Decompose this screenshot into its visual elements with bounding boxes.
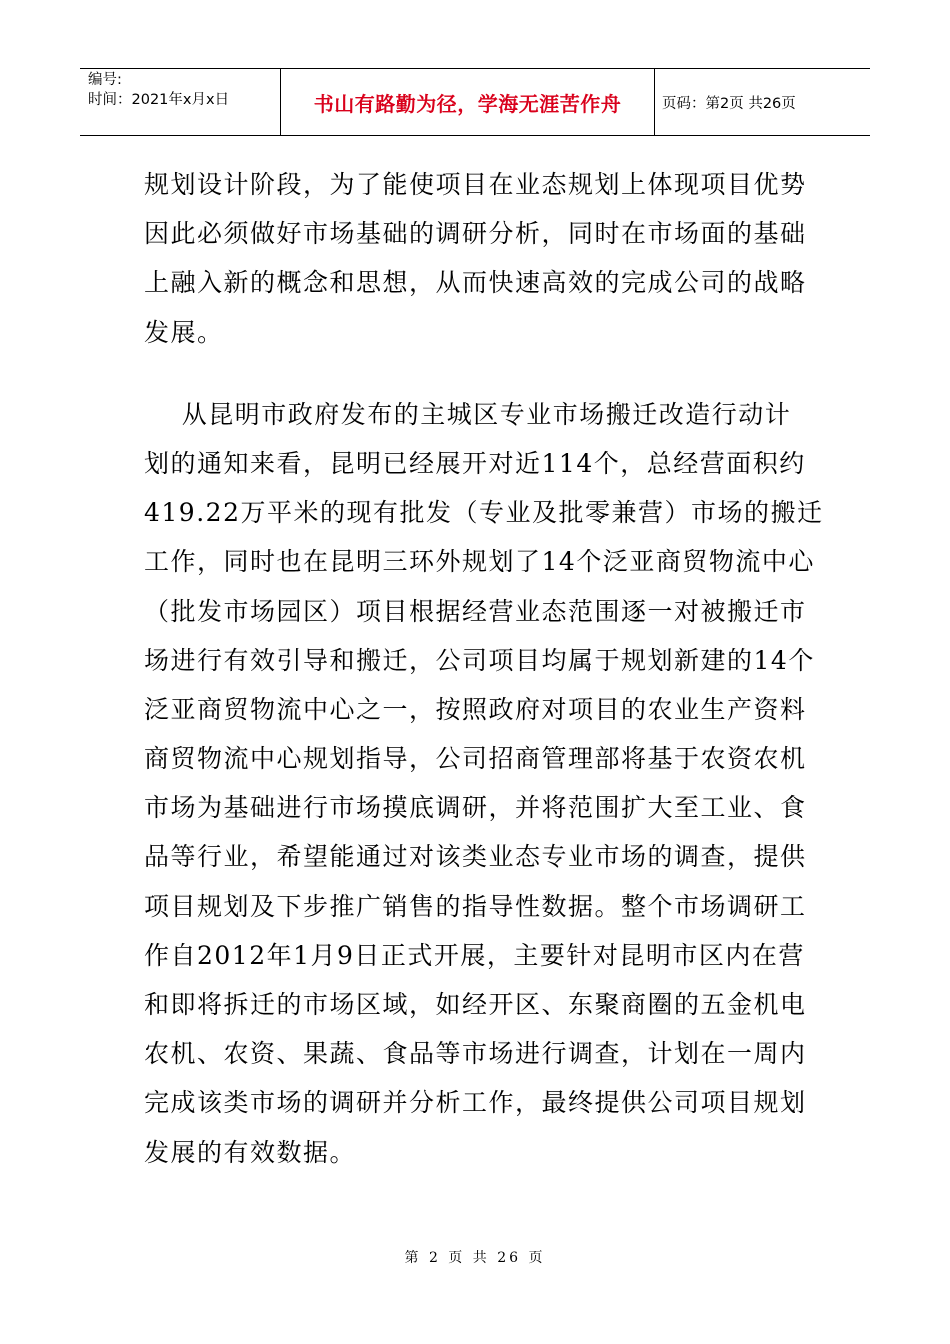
- text-line: 因此必须做好市场基础的调研分析，同时在市场面的基础: [144, 219, 807, 249]
- document-number-label: 编号:: [88, 72, 122, 88]
- paragraph-1: [144, 160, 810, 357]
- text-line: 发展的有效数据。: [144, 1137, 357, 1167]
- text-line: 市场为基础进行市场摸底调研，并将范围扩大至工业、食: [144, 793, 807, 823]
- text-line: 和即将拆迁的市场区域，如经开区、东聚商圈的五金机电: [144, 990, 807, 1019]
- paragraph-2: [144, 390, 824, 1177]
- text-line: 419.22万平米的现有批发（专业及批零兼营）市场的搬迁: [144, 498, 824, 528]
- text-line: 项目规划及下步推广销售的指导性数据。整个市场调研工: [144, 891, 807, 921]
- text-line: 商贸物流中心规划指导，公司招商管理部将基于农资农机: [144, 744, 807, 774]
- header-motto: 书山有路勤为径，学海无涯苦作舟: [281, 69, 655, 135]
- text-line: 发展。: [144, 317, 224, 347]
- text-line: 从昆明市政府发布的主城区专业市场搬迁改造行动计: [144, 399, 792, 429]
- text-line: 品等行业，希望能通过对该类业态专业市场的调查，提供: [144, 842, 807, 872]
- text-line: 上融入新的概念和思想，从而快速高效的完成公司的战略: [144, 268, 807, 298]
- text-line: 完成该类市场的调研并分析工作，最终提供公司项目规划: [144, 1088, 807, 1118]
- document-date-label: 时间：2021年x月x日: [88, 92, 230, 108]
- text-line: 作自2012年1月9日正式开展，主要针对昆明市区内在营: [144, 940, 805, 970]
- text-line: （批发市场园区）项目根据经营业态范围逐一对被搬迁市: [144, 596, 807, 626]
- text-line: 工作，同时也在昆明三环外规划了14个泛亚商贸物流中心: [144, 547, 815, 577]
- text-line: 规划设计阶段，为了能使项目在业态规划上体现项目优势: [144, 170, 807, 199]
- page-footer: 第 2 页 共 26 页: [404, 1250, 546, 1266]
- header-page-indicator: 页码：第2页 共26页: [662, 95, 796, 112]
- header-meta: [80, 69, 281, 135]
- text-line: 泛亚商贸物流中心之一，按照政府对项目的农业生产资料: [144, 694, 807, 724]
- document-body: [144, 160, 824, 1177]
- text-line: 场进行有效引导和搬迁，公司项目均属于规划新建的14个: [144, 645, 815, 675]
- page-header: [80, 68, 870, 136]
- text-line: 农机、农资、果蔬、食品等市场进行调查，计划在一周内: [144, 1039, 807, 1069]
- text-line: 划的通知来看，昆明已经展开对近114个，总经营面积约: [144, 448, 806, 478]
